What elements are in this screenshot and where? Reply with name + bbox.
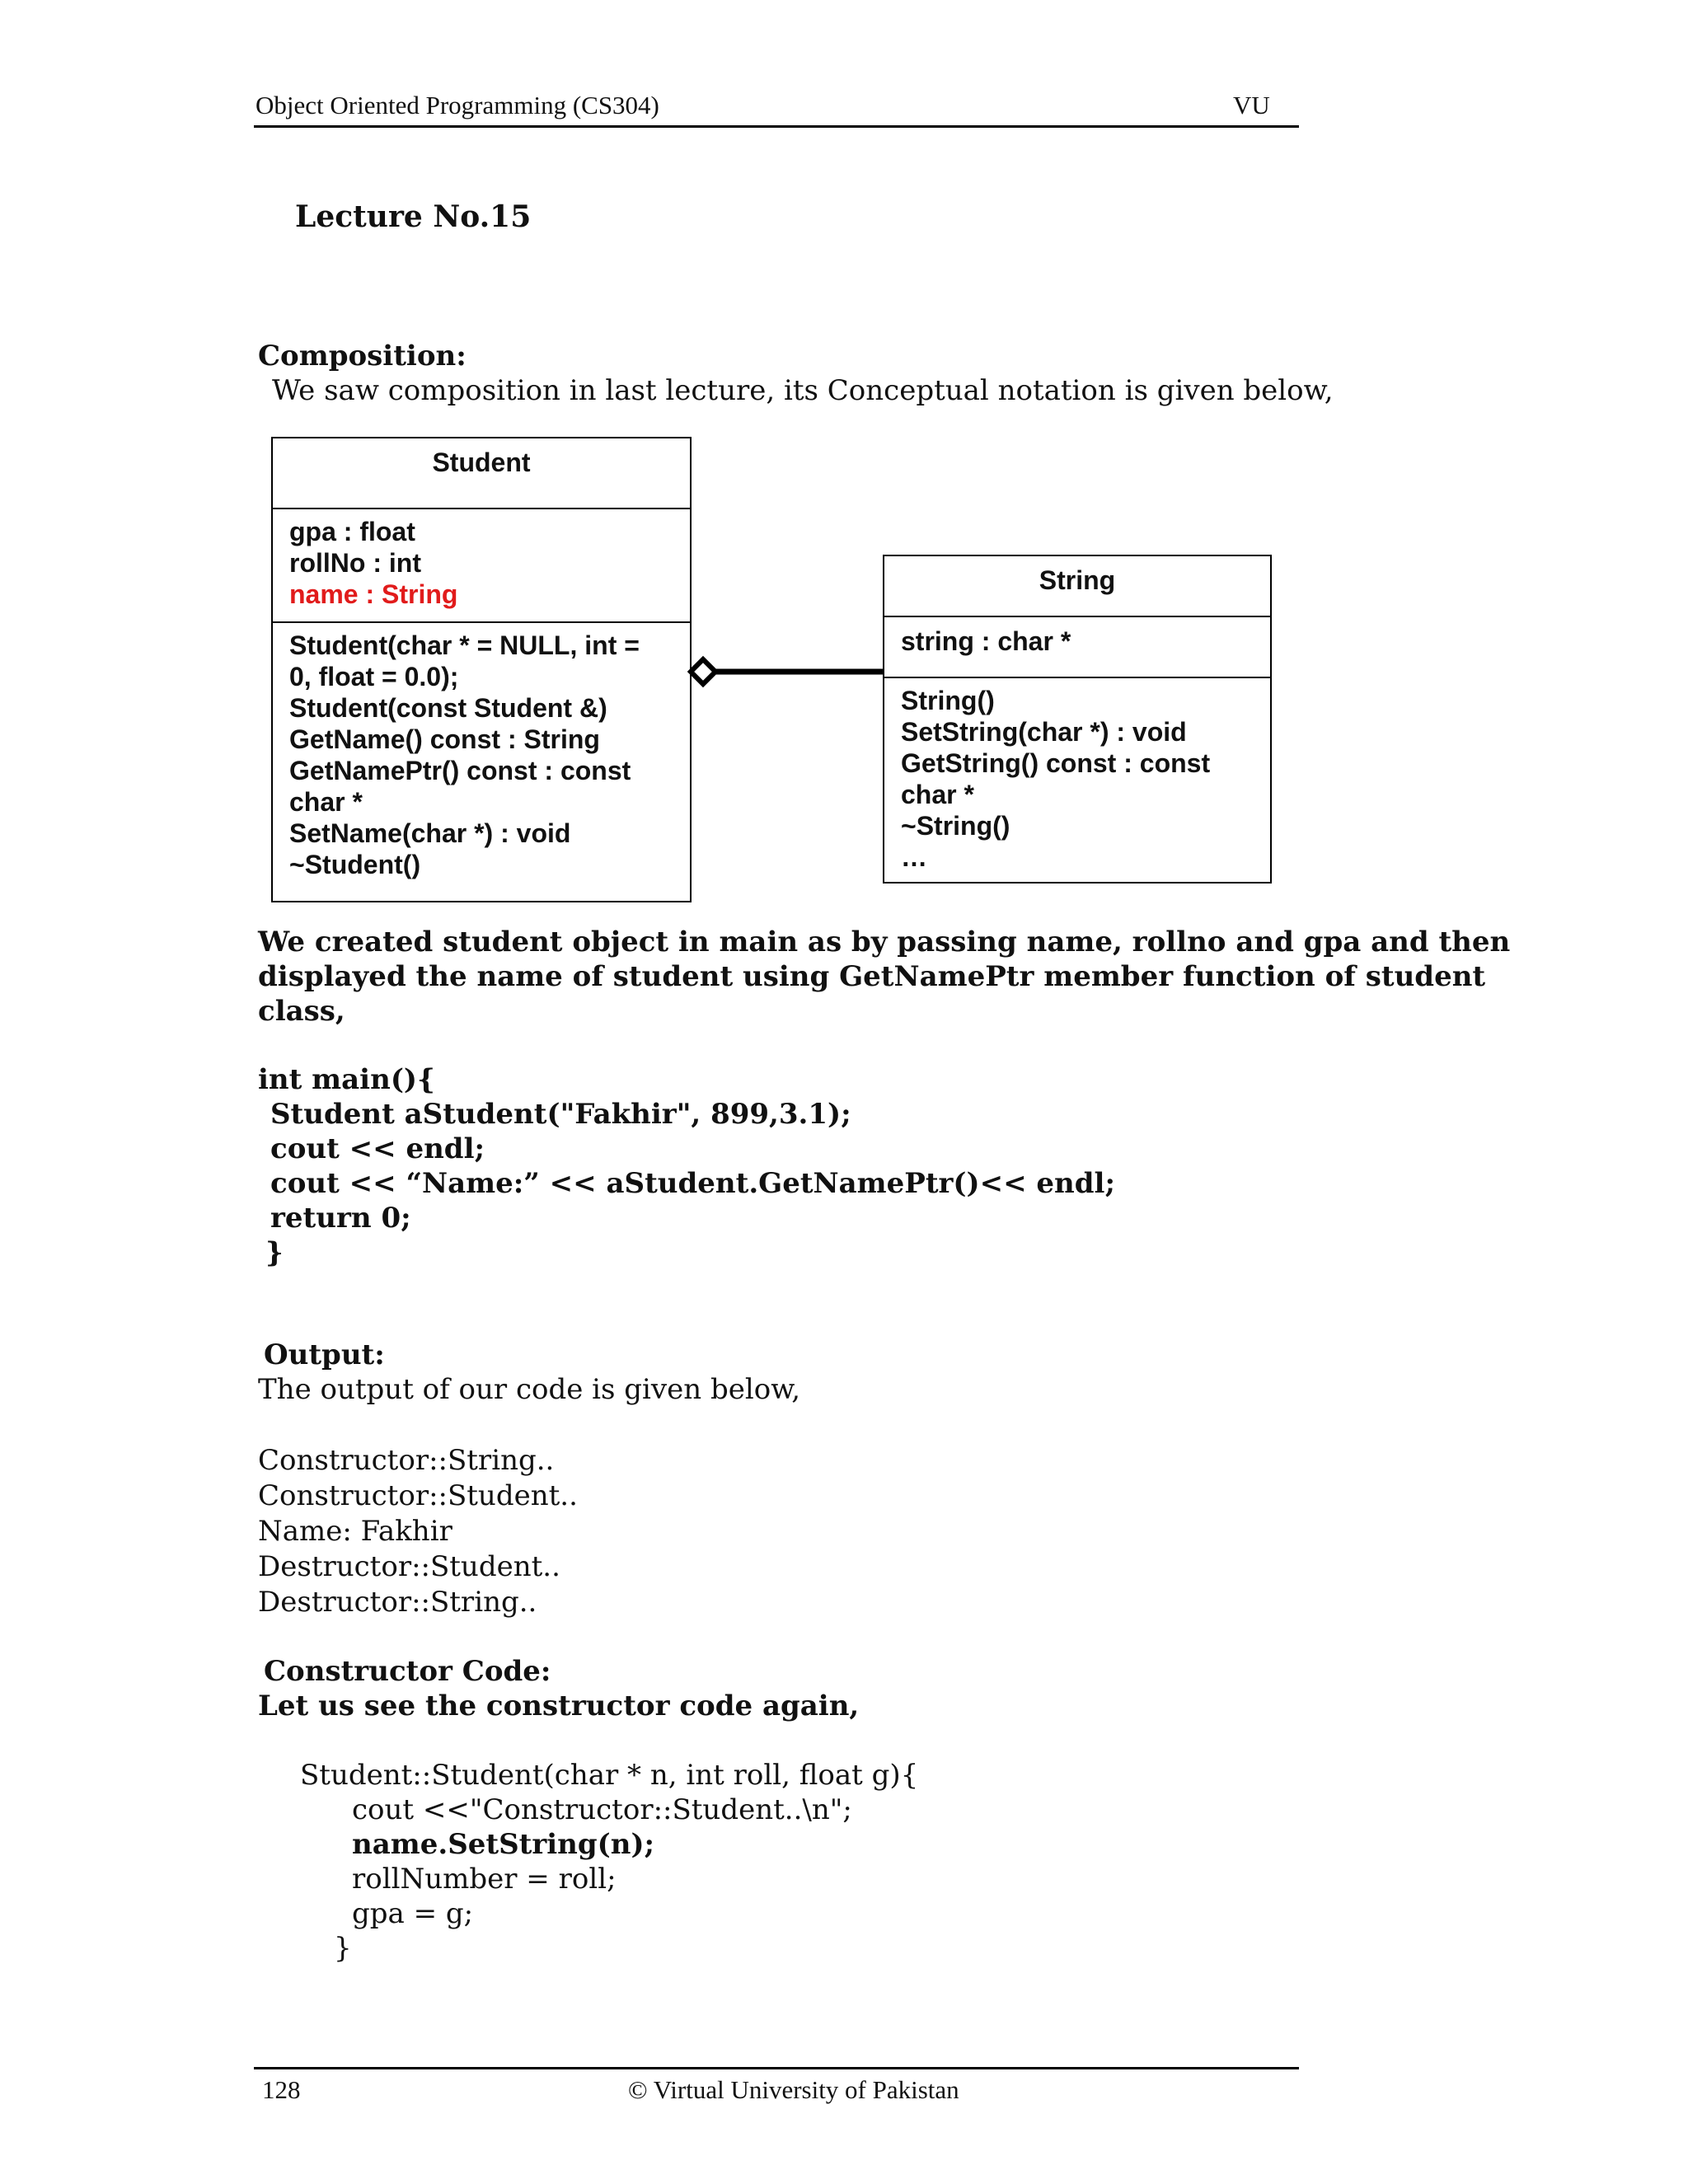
main-code-line: } [265,1236,284,1269]
string-op: String() [901,686,995,715]
string-operations-section [884,678,1270,873]
student-class-name: Student [432,448,531,477]
string-op: char * [901,780,974,809]
page-number: 128 [262,2075,301,2104]
composition-heading: Composition: [258,340,467,373]
student-attr-gpa: gpa : float [289,517,415,546]
string-class-name: String [1039,565,1116,595]
explanation-line: We created student object in main as by passing name, rollno and gpa and then [258,926,1511,958]
output-intro: The output of our code is given below, [258,1373,801,1406]
main-code-line: cout << “Name:” << aStudent.GetNamePtr()<< endl; [270,1167,1116,1200]
string-op: SetString(char *) : void [901,717,1187,747]
output-heading: Output: [264,1338,385,1371]
student-op: GetName() const : String [289,724,600,754]
composition-intro: We saw composition in last lecture, its Conceptual notation is given below, [272,374,1334,407]
constructor-intro: Let us see the constructor code again, [258,1690,860,1722]
student-attr-rollno: rollNo : int [289,548,421,578]
header-course-title: Object Oriented Programming (CS304) [256,91,659,120]
output-line: Constructor::Student.. [258,1479,578,1512]
header-vu: VU [1233,91,1270,120]
constructor-heading: Constructor Code: [264,1655,551,1688]
constructor-code-line: name.SetString(n); [352,1828,655,1861]
student-op: GetNamePtr() const : const [289,756,631,785]
student-operations-section [273,623,690,880]
main-code-line: Student aStudent("Fakhir", 899,3.1); [270,1098,851,1131]
constructor-code-line: } [334,1932,352,1965]
student-op: char * [289,787,363,817]
constructor-code-line: cout <<"Constructor::Student..\n"; [352,1793,852,1826]
footer-copyright: © Virtual University of Pakistan [628,2075,959,2104]
composition-connector [682,653,889,694]
constructor-code-line: Student::Student(char * n, int roll, float g){ [300,1759,919,1792]
student-op: Student(char * = NULL, int = [289,630,640,660]
string-op: … [901,842,927,872]
constructor-code-line: gpa = g; [352,1897,474,1930]
explanation-line: displayed the name of student using GetNamePtr member function of student [258,960,1486,993]
student-class-box [271,437,692,902]
string-attributes-section [884,617,1270,678]
output-line: Constructor::String.. [258,1444,555,1477]
string-class-name-section [884,556,1270,617]
output-line: Destructor::Student.. [258,1550,560,1583]
output-line: Name: Fakhir [258,1515,452,1548]
student-class-name-section [273,438,690,509]
main-code-line: int main(){ [258,1063,435,1096]
output-line: Destructor::String.. [258,1586,537,1619]
student-op: 0, float = 0.0); [289,662,459,691]
string-op: GetString() const : const [901,748,1211,778]
lecture-title: Lecture No.15 [295,199,532,234]
string-class-box [883,555,1272,883]
student-attr-name: name : String [289,579,458,609]
header-rule [254,125,1299,128]
composition-diamond-icon [691,659,715,684]
main-code-line: cout << endl; [270,1132,485,1165]
string-op: ~String() [901,811,1010,841]
student-op: Student(const Student &) [289,693,607,723]
explanation-line: class, [258,995,345,1028]
string-attr: string : char * [901,626,1071,656]
main-code-line: return 0; [270,1202,411,1235]
student-op: ~Student() [289,850,421,879]
student-attributes-section [273,509,690,623]
student-op: SetName(char *) : void [289,818,571,848]
footer-rule [254,2067,1299,2069]
constructor-code-line: rollNumber = roll; [352,1863,617,1896]
